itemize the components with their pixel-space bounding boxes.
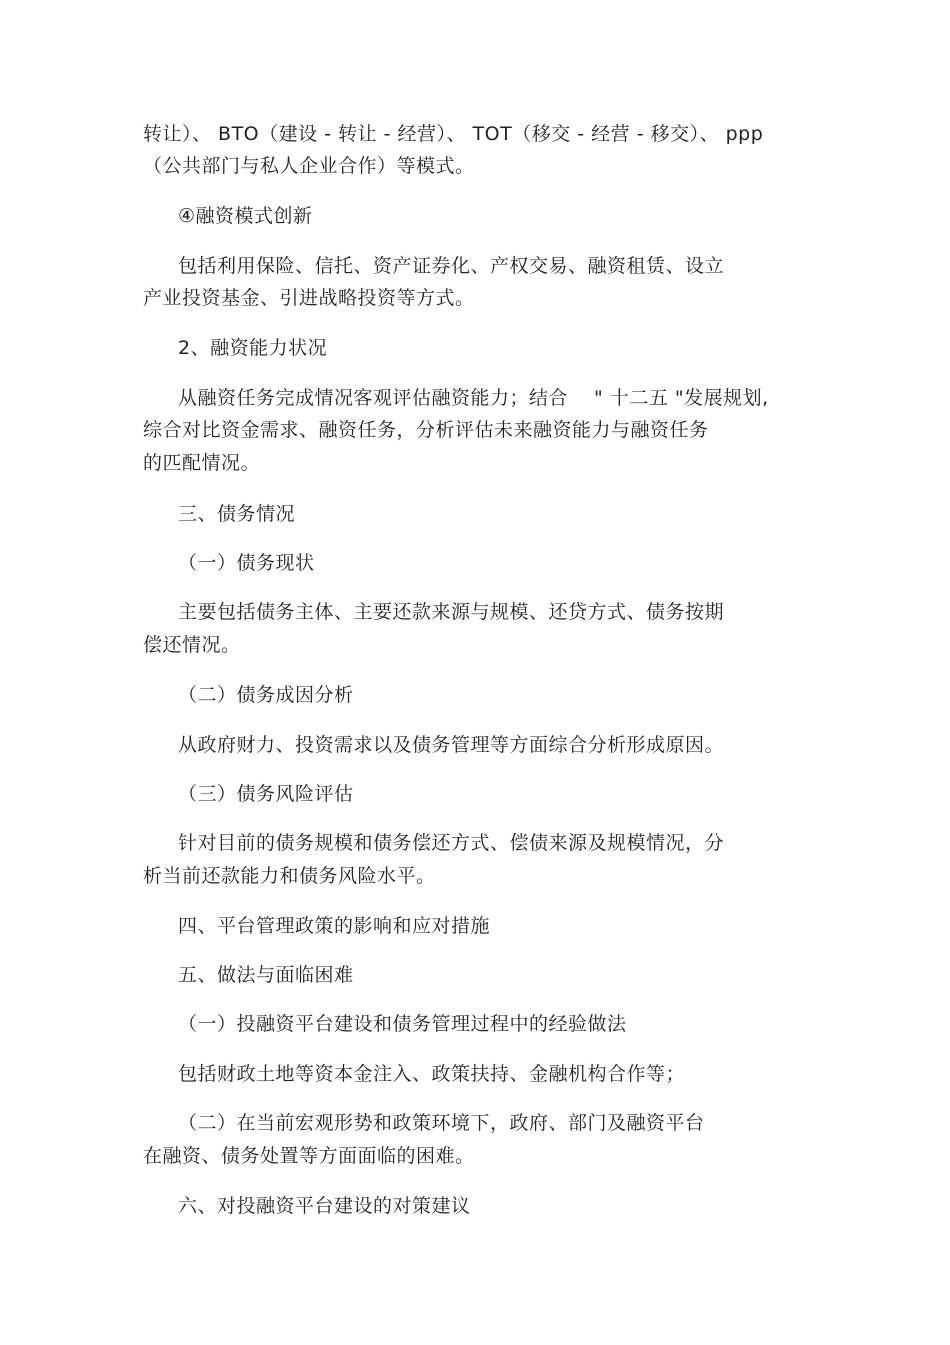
subsection-heading: （一）债务现状 — [178, 552, 315, 574]
subsection-heading: （一）投融资平台建设和债务管理过程中的经验做法 — [178, 1013, 627, 1035]
subsection-heading: （二）债务成因分析 — [178, 684, 354, 706]
text-line: 从政府财力、投资需求以及债务管理等方面综合分析形成原因。 — [178, 734, 725, 756]
text-line: 析当前还款能力和债务风险水平。 — [143, 865, 436, 887]
subsection-heading: （二）在当前宏观形势和政策环境下，政府、部门及融资平台 — [178, 1112, 705, 1134]
text-line: 主要包括债务主体、主要还款来源与规模、还贷方式、债务按期 — [178, 601, 725, 623]
text-line: 针对目前的债务规模和债务偿还方式、偿债来源及规模情况，分 — [178, 832, 725, 854]
section-heading: 四、平台管理政策的影响和应对措施 — [178, 915, 491, 937]
section-heading: 2、融资能力状况 — [178, 337, 328, 359]
subsection-heading: （三）债务风险评估 — [178, 783, 354, 805]
text-line: 产业投资基金、引进战略投资等方式。 — [143, 287, 475, 309]
text-line: 从融资任务完成情况客观评估融资能力；结合 " 十二五 "发展规划, — [178, 387, 769, 409]
text-line: 转让）、 BTO（建设 - 转让 - 经营）、 TOT（移交 - 经营 - 移交）、 ppp — [143, 123, 764, 145]
text-line: 的匹配情况。 — [143, 452, 261, 474]
text-line: 偿还情况。 — [143, 634, 241, 656]
section-heading: 三、债务情况 — [178, 503, 296, 525]
text-line: ④融资模式创新 — [178, 205, 313, 227]
text-line: 在融资、债务处置等方面面临的困难。 — [143, 1145, 475, 1167]
text-line: 综合对比资金需求、融资任务，分析评估未来融资能力与融资任务 — [143, 419, 709, 441]
text-line: 包括财政土地等资本金注入、政策扶持、金融机构合作等； — [178, 1063, 686, 1085]
section-heading: 五、做法与面临困难 — [178, 964, 354, 986]
text-line: （公共部门与私人企业合作）等模式。 — [143, 155, 475, 177]
text-line: 包括利用保险、信托、资产证券化、产权交易、融资租赁、设立 — [178, 255, 725, 277]
section-heading: 六、对投融资平台建设的对策建议 — [178, 1195, 471, 1217]
